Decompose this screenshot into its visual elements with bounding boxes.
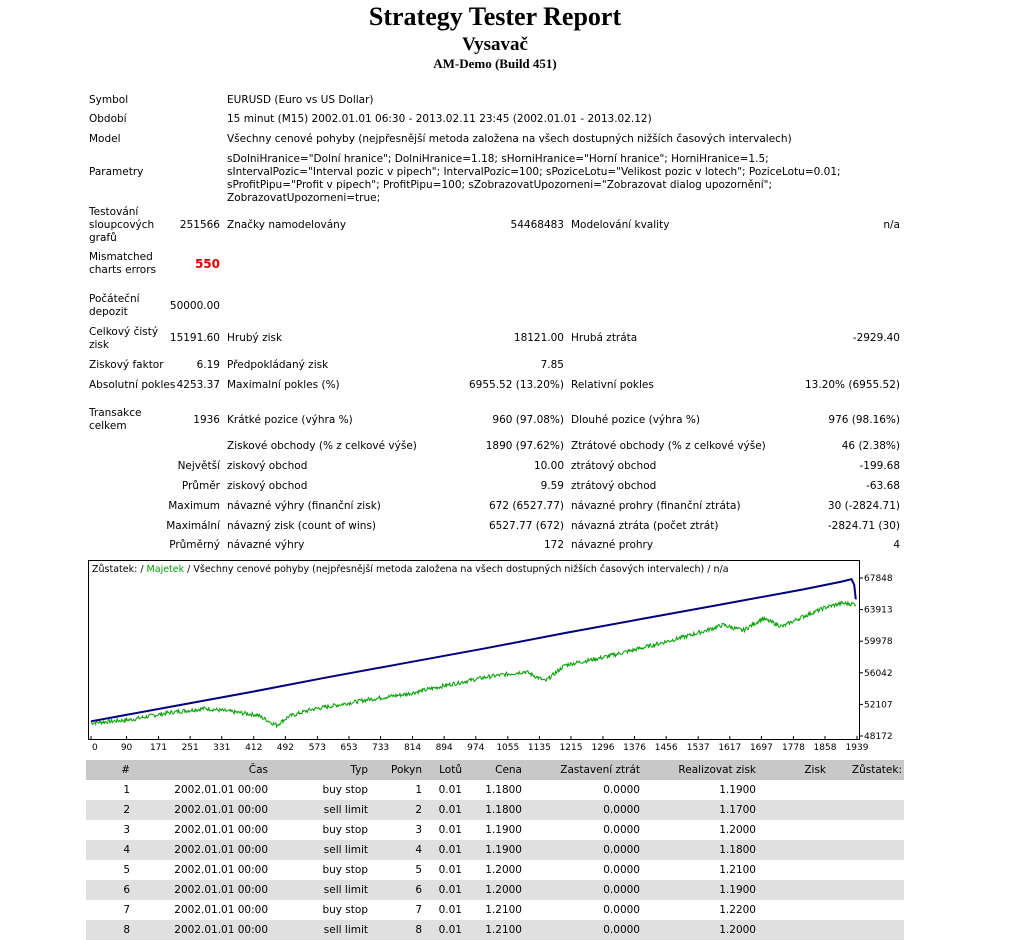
cell-time: 2002.01.01 00:00 (132, 820, 270, 840)
ticks-value: 54468483 (510, 219, 564, 231)
y-tick-label: 48172 (864, 732, 893, 742)
x-tick-label: 90 (120, 743, 133, 753)
period-value: 15 minut (M15) 2002.01.01 06:30 - 2013.02.11 23:45 (2002.01.01 - 2013.02.12) (227, 113, 652, 125)
largest-profit-value: 10.00 (533, 460, 564, 472)
col-balance: Zůstatek: (828, 760, 904, 780)
expected-payoff-value: 7.85 (540, 359, 564, 371)
cell-price: 1.1800 (464, 780, 524, 800)
cell-type: sell limit (270, 880, 370, 900)
cell-order: 8 (370, 920, 424, 940)
y-tick-label: 63913 (864, 605, 893, 616)
x-tick-label: 1537 (686, 743, 710, 753)
loss-trades-value: 46 (2.38%) (841, 440, 900, 452)
orders-header-row (86, 760, 904, 780)
net-profit-label: Celkový čistý zisk (89, 326, 159, 351)
cell-stop-loss: 0.0000 (524, 800, 642, 820)
cell-stop-loss: 0.0000 (524, 900, 642, 920)
y-tick-label: 56042 (864, 668, 893, 679)
cell-index: 6 (86, 880, 132, 900)
cell-time: 2002.01.01 00:00 (132, 880, 270, 900)
avg-consec-label: Průměrný (169, 539, 220, 551)
params-value: sDolniHranice="Dolní hranice"; DolniHranice=1.18; sHorniHranice="Horní hranice"; HorniHranice=1.5; sIntervalPozic="Interval pozic v pipech"; IntervalPozic=100; sPoziceLotu="Velikost pozic v lotech"; PoziceLotu=0.01; sProfitPipu="Profit v pipech"; ProfitPipu=100; sZobrazovatUpozorneni="Zobrazovat dialog upozornění"; ZobrazovatUpozorneni=true; (227, 153, 841, 204)
max-consec-wins-value: 672 (6527.77) (489, 500, 564, 512)
cell-lots: 0.01 (424, 900, 464, 920)
report-title: Strategy Tester Report (368, 2, 622, 31)
x-tick-label: 1296 (591, 743, 615, 753)
avg-consec-losses-label: návazné prohry (571, 539, 654, 551)
cell-time: 2002.01.01 00:00 (132, 800, 270, 820)
cell-order: 6 (370, 880, 424, 900)
legend-balance: Zůstatek: / (92, 564, 147, 575)
largest-loss-value: -199.68 (859, 460, 900, 472)
max-consec-losses-value: 30 (-2824.71) (827, 500, 900, 512)
quality-label: Modelování kvality (571, 219, 670, 231)
gross-loss-value: -2929.40 (852, 332, 900, 344)
cell-take-profit: 1.2000 (642, 820, 758, 840)
cell-profit (758, 800, 828, 820)
x-tick-label: 0 (92, 743, 98, 753)
col-order: Pokyn (370, 760, 424, 780)
x-tick-label: 653 (340, 743, 358, 753)
cell-take-profit: 1.1800 (642, 840, 758, 860)
cell-price: 1.2100 (464, 900, 524, 920)
orders-table (86, 760, 904, 940)
cell-order: 3 (370, 820, 424, 840)
cell-index: 3 (86, 820, 132, 840)
avg-consec-losses-value: 4 (893, 539, 900, 551)
model-value: Všechny cenové pohyby (nejpřesnější metoda založena na všech dostupných nižších časových intervalech) (227, 133, 792, 145)
cell-take-profit: 1.1700 (642, 800, 758, 820)
cell-price: 1.2000 (464, 860, 524, 880)
x-tick-label: 1135 (527, 743, 551, 753)
cell-balance (828, 900, 904, 920)
cell-price: 1.1900 (464, 840, 524, 860)
cell-type: buy stop (270, 860, 370, 880)
maximal-profit-value: 6527.77 (672) (489, 520, 564, 532)
cell-balance (828, 840, 904, 860)
cell-type: buy stop (270, 900, 370, 920)
mismatch-value: 550 (194, 257, 220, 271)
cell-index: 7 (86, 900, 132, 920)
profit-factor-value: 6.19 (196, 359, 220, 371)
x-tick-label: 1697 (749, 743, 773, 753)
table-row (86, 860, 904, 880)
cell-time: 2002.01.01 00:00 (132, 840, 270, 860)
y-tick-label: 59978 (864, 637, 893, 648)
table-row (86, 920, 904, 940)
gross-loss-label: Hrubá ztráta (571, 332, 638, 344)
cell-balance (828, 800, 904, 820)
max-consec-losses-label: návazné prohry (finanční ztráta) (571, 500, 741, 512)
max-drawdown-value: 6955.52 (13.20%) (469, 379, 564, 391)
cell-stop-loss: 0.0000 (524, 860, 642, 880)
x-tick-label: 1376 (623, 743, 647, 753)
cell-index: 2 (86, 800, 132, 820)
cell-take-profit: 1.2200 (642, 900, 758, 920)
x-tick-label: 171 (149, 743, 168, 753)
average-loss-value: -63.68 (866, 480, 900, 492)
largest-label: Největší (177, 460, 220, 472)
x-tick-label: 331 (213, 743, 231, 753)
abs-drawdown-value: 4253.37 (176, 379, 220, 391)
cell-stop-loss: 0.0000 (524, 920, 642, 940)
largest-loss-label: ztrátový obchod (571, 460, 657, 472)
cell-profit (758, 860, 828, 880)
x-tick-label: 814 (403, 743, 422, 753)
table-row (86, 900, 904, 920)
profit-factor-label: Ziskový faktor (89, 359, 164, 371)
col-type: Typ (270, 760, 370, 780)
profit-trades-label: Ziskové obchody (% z celkové výše) (227, 440, 417, 452)
cell-take-profit: 1.1900 (642, 780, 758, 800)
balance-equity-chart (88, 560, 908, 753)
cell-index: 5 (86, 860, 132, 880)
symbol-label: Symbol (89, 94, 129, 106)
cell-time: 2002.01.01 00:00 (132, 860, 270, 880)
cell-balance (828, 860, 904, 880)
x-tick-label: 1456 (654, 743, 678, 753)
maximal-loss-label: návazná ztráta (počet ztrát) (571, 520, 719, 532)
rel-drawdown-label: Relativní pokles (571, 379, 654, 391)
x-tick-label: 251 (181, 743, 199, 753)
cell-stop-loss: 0.0000 (524, 780, 642, 800)
symbol-value: EURUSD (Euro vs US Dollar) (227, 94, 374, 106)
cell-price: 1.1900 (464, 820, 524, 840)
legend-equity: Majetek (146, 564, 185, 575)
deposit-label: Počáteční depozit (89, 293, 140, 318)
cell-time: 2002.01.01 00:00 (132, 780, 270, 800)
cell-order: 7 (370, 900, 424, 920)
cell-order: 2 (370, 800, 424, 820)
net-profit-value: 15191.60 (169, 332, 220, 344)
largest-profit-label: ziskový obchod (227, 460, 308, 472)
cell-lots: 0.01 (424, 920, 464, 940)
avg-consec-wins-value: 172 (543, 539, 564, 551)
x-tick-label: 573 (308, 743, 326, 753)
cell-lots: 0.01 (424, 860, 464, 880)
loss-trades-label: Ztrátové obchody (% z celkové výše) (571, 440, 766, 452)
cell-balance (828, 820, 904, 840)
average-profit-label: ziskový obchod (227, 480, 308, 492)
ticks-label: Značky namodelovány (227, 219, 347, 231)
cell-order: 4 (370, 840, 424, 860)
cell-lots: 0.01 (424, 820, 464, 840)
table-row (86, 840, 904, 860)
cell-stop-loss: 0.0000 (524, 880, 642, 900)
total-trades-value: 1936 (193, 414, 220, 426)
x-tick-label: 1055 (496, 743, 520, 753)
legend-description: / Všechny cenové pohyby (nejpřesnější metoda založena na všech dostupných nižších časových intervalech) / n/a (184, 564, 729, 575)
gross-profit-label: Hrubý zisk (227, 332, 283, 344)
cell-type: sell limit (270, 800, 370, 820)
cell-profit (758, 920, 828, 940)
cell-balance (828, 920, 904, 940)
total-trades-label: Transakce celkem (89, 407, 142, 432)
x-tick-label: 412 (245, 743, 263, 753)
max-drawdown-label: Maximalní pokles (%) (227, 379, 340, 391)
params-label: Parametry (89, 166, 144, 178)
cell-profit (758, 780, 828, 800)
x-tick-label: 894 (435, 743, 453, 753)
cell-type: sell limit (270, 840, 370, 860)
cell-take-profit: 1.2000 (642, 920, 758, 940)
period-label: Období (89, 113, 127, 125)
expected-payoff-label: Předpokládaný zisk (227, 359, 329, 371)
short-positions-value: 960 (97.08%) (492, 414, 564, 426)
x-tick-label: 733 (371, 743, 390, 753)
col-profit: Zisk (758, 760, 828, 780)
cell-order: 5 (370, 860, 424, 880)
cell-price: 1.2100 (464, 920, 524, 940)
long-positions-label: Dlouhé pozice (výhra %) (571, 414, 700, 426)
cell-profit (758, 820, 828, 840)
col-price: Cena (464, 760, 524, 780)
cell-take-profit: 1.1900 (642, 880, 758, 900)
cell-lots: 0.01 (424, 780, 464, 800)
average-profit-value: 9.59 (540, 480, 564, 492)
profit-trades-value: 1890 (97.62%) (485, 440, 564, 452)
table-row (86, 820, 904, 840)
cell-profit (758, 880, 828, 900)
maximal-label: Maximální (166, 520, 220, 532)
avg-consec-wins-label: návazné výhry (227, 539, 305, 551)
cell-balance (828, 780, 904, 800)
cell-time: 2002.01.01 00:00 (132, 920, 270, 940)
cell-balance (828, 880, 904, 900)
x-tick-label: 1617 (718, 743, 742, 753)
chart-legend (92, 564, 729, 575)
quality-value: n/a (883, 219, 900, 231)
average-loss-label: ztrátový obchod (571, 480, 657, 492)
cell-type: sell limit (270, 920, 370, 940)
y-tick-label: 52107 (864, 700, 893, 711)
cell-lots: 0.01 (424, 880, 464, 900)
cell-stop-loss: 0.0000 (524, 820, 642, 840)
col-take-profit: Realizovat zisk (642, 760, 758, 780)
x-tick-label: 492 (276, 743, 294, 753)
ea-name: Vysavač (462, 34, 528, 55)
cell-index: 8 (86, 920, 132, 940)
cell-lots: 0.01 (424, 840, 464, 860)
x-tick-label: 974 (467, 743, 485, 753)
table-row (86, 800, 904, 820)
col-lots: Lotů (424, 760, 464, 780)
cell-order: 1 (370, 780, 424, 800)
col-time: Čas (132, 760, 270, 780)
rel-drawdown-value: 13.20% (6955.52) (805, 379, 900, 391)
mismatch-label: Mismatched charts errors (89, 251, 156, 276)
bars-label: Testování sloupcových grafů (89, 206, 155, 244)
cell-index: 4 (86, 840, 132, 860)
model-label: Model (89, 133, 121, 145)
cell-time: 2002.01.01 00:00 (132, 900, 270, 920)
cell-index: 1 (86, 780, 132, 800)
y-tick-label: 67848 (864, 574, 893, 584)
cell-lots: 0.01 (424, 800, 464, 820)
cell-price: 1.2000 (464, 880, 524, 900)
short-positions-label: Krátké pozice (výhra %) (227, 414, 353, 426)
deposit-value: 50000.00 (169, 300, 220, 312)
maximal-loss-value: -2824.71 (30) (827, 520, 900, 532)
maximal-profit-label: návazný zisk (count of wins) (227, 520, 377, 532)
x-tick-label: 1939 (845, 743, 869, 753)
cell-type: buy stop (270, 820, 370, 840)
x-tick-label: 1215 (559, 743, 583, 753)
col-index: # (86, 760, 132, 780)
abs-drawdown-label: Absolutní pokles (89, 379, 176, 391)
cell-profit (758, 840, 828, 860)
cell-stop-loss: 0.0000 (524, 840, 642, 860)
gross-profit-value: 18121.00 (513, 332, 564, 344)
col-stop-loss: Zastavení ztrát (524, 760, 642, 780)
cell-price: 1.1800 (464, 800, 524, 820)
bars-value: 251566 (179, 219, 220, 231)
build-info: AM-Demo (Build 451) (433, 56, 557, 71)
x-tick-label: 1778 (781, 743, 805, 753)
cell-type: buy stop (270, 780, 370, 800)
cell-profit (758, 900, 828, 920)
table-row (86, 880, 904, 900)
average-label: Průměr (181, 480, 220, 492)
maximum-label: Maximum (168, 500, 220, 512)
cell-take-profit: 1.2100 (642, 860, 758, 880)
table-row (86, 780, 904, 800)
max-consec-wins-label: návazné výhry (finanční zisk) (227, 500, 381, 512)
x-tick-label: 1858 (813, 743, 837, 753)
long-positions-value: 976 (98.16%) (828, 414, 900, 426)
